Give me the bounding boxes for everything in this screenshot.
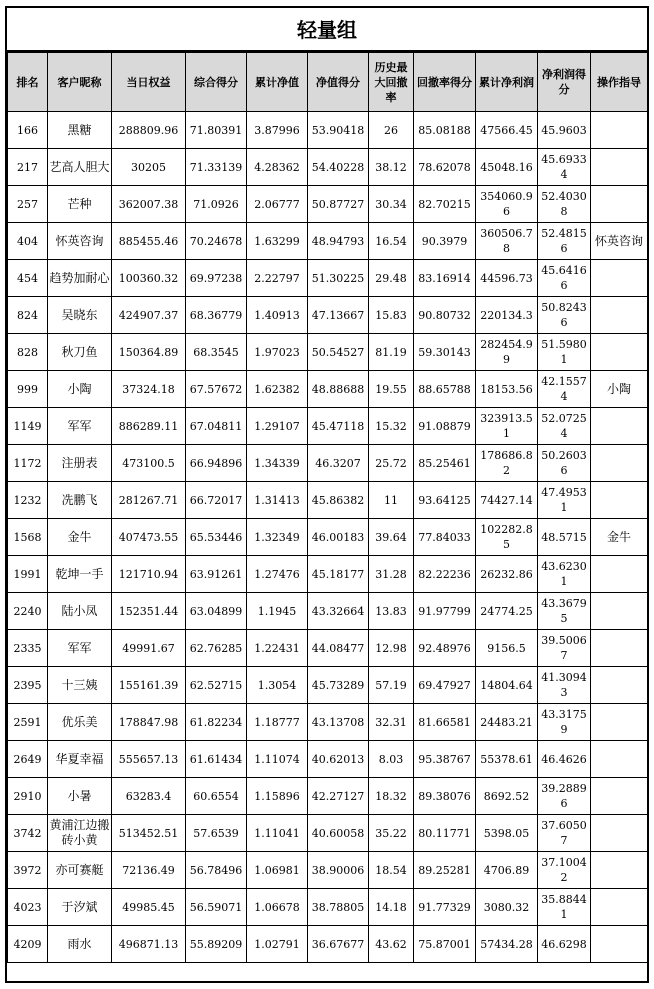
equity-cell: 178847.98 xyxy=(112,704,186,741)
net-value-cell: 1.62382 xyxy=(247,371,308,408)
table-row xyxy=(8,223,648,260)
net-value-cell: 4.28362 xyxy=(247,149,308,186)
drawdown-score-cell: 91.77329 xyxy=(414,889,476,926)
rank-cell: 828 xyxy=(8,334,48,371)
total-score-cell: 63.04899 xyxy=(186,593,247,630)
total-score-cell: 55.89209 xyxy=(186,926,247,963)
table-row xyxy=(8,593,648,630)
table-row xyxy=(8,667,648,704)
guidance-cell xyxy=(591,112,648,149)
net-value-score-cell: 42.27127 xyxy=(308,778,369,815)
total-score-cell: 67.04811 xyxy=(186,408,247,445)
net-value-cell: 1.63299 xyxy=(247,223,308,260)
total-score-cell: 62.76285 xyxy=(186,630,247,667)
max-drawdown-cell: 39.64 xyxy=(369,519,414,556)
net-profit-score-cell: 39.28896 xyxy=(538,778,591,815)
net-profit-score-cell: 52.40308 xyxy=(538,186,591,223)
net-value-cell: 1.27476 xyxy=(247,556,308,593)
max-drawdown-cell: 26 xyxy=(369,112,414,149)
nickname-cell: 怀英咨询 xyxy=(48,223,112,260)
net-value-cell: 1.3054 xyxy=(247,667,308,704)
guidance-cell xyxy=(591,630,648,667)
nickname-cell: 芒种 xyxy=(48,186,112,223)
max-drawdown-cell: 35.22 xyxy=(369,815,414,852)
table-row xyxy=(8,260,648,297)
net-value-score-cell: 40.62013 xyxy=(308,741,369,778)
net-value-cell: 3.87996 xyxy=(247,112,308,149)
net-profit-cell: 55378.61 xyxy=(476,741,538,778)
rank-cell: 454 xyxy=(8,260,48,297)
net-value-cell: 2.06777 xyxy=(247,186,308,223)
drawdown-score-cell: 91.97799 xyxy=(414,593,476,630)
equity-cell: 496871.13 xyxy=(112,926,186,963)
drawdown-score-cell: 77.84033 xyxy=(414,519,476,556)
drawdown-score-cell: 59.30143 xyxy=(414,334,476,371)
guidance-cell xyxy=(591,889,648,926)
drawdown-score-cell: 93.64125 xyxy=(414,482,476,519)
net-profit-score-cell: 51.59801 xyxy=(538,334,591,371)
net-value-score-cell: 53.90418 xyxy=(308,112,369,149)
table-header-row xyxy=(8,53,648,112)
net-value-score-cell: 45.18177 xyxy=(308,556,369,593)
guidance-cell xyxy=(591,260,648,297)
equity-cell: 30205 xyxy=(112,149,186,186)
drawdown-score-cell: 83.16914 xyxy=(414,260,476,297)
net-value-score-cell: 38.90006 xyxy=(308,852,369,889)
net-profit-cell: 45048.16 xyxy=(476,149,538,186)
net-profit-cell: 3080.32 xyxy=(476,889,538,926)
table-row xyxy=(8,482,648,519)
net-value-score-cell: 43.13708 xyxy=(308,704,369,741)
net-value-score-cell: 54.40228 xyxy=(308,149,369,186)
table-row xyxy=(8,630,648,667)
net-profit-score-cell: 47.49531 xyxy=(538,482,591,519)
rank-cell: 3742 xyxy=(8,815,48,852)
drawdown-score-cell: 82.22236 xyxy=(414,556,476,593)
nickname-cell: 冼鹏飞 xyxy=(48,482,112,519)
table-row xyxy=(8,408,648,445)
nickname-cell: 注册表 xyxy=(48,445,112,482)
total-score-cell: 57.6539 xyxy=(186,815,247,852)
net-value-cell: 1.11041 xyxy=(247,815,308,852)
net-value-score-cell: 45.47118 xyxy=(308,408,369,445)
total-score-cell: 68.36779 xyxy=(186,297,247,334)
table-row xyxy=(8,815,648,852)
rank-cell: 3972 xyxy=(8,852,48,889)
guidance-cell xyxy=(591,334,648,371)
nickname-cell: 军军 xyxy=(48,630,112,667)
rank-cell: 217 xyxy=(8,149,48,186)
drawdown-score-cell: 90.3979 xyxy=(414,223,476,260)
net-value-score-cell: 38.78805 xyxy=(308,889,369,926)
guidance-cell xyxy=(591,149,648,186)
max-drawdown-cell: 8.03 xyxy=(369,741,414,778)
rank-cell: 1991 xyxy=(8,556,48,593)
drawdown-score-cell: 88.65788 xyxy=(414,371,476,408)
table-row xyxy=(8,778,648,815)
total-score-cell: 56.78496 xyxy=(186,852,247,889)
net-profit-score-cell: 45.69334 xyxy=(538,149,591,186)
max-drawdown-cell: 18.54 xyxy=(369,852,414,889)
total-score-cell: 70.24678 xyxy=(186,223,247,260)
equity-cell: 885455.46 xyxy=(112,223,186,260)
rank-cell: 1172 xyxy=(8,445,48,482)
net-profit-score-cell: 43.62301 xyxy=(538,556,591,593)
net-profit-cell: 282454.99 xyxy=(476,334,538,371)
nickname-cell: 于汐斌 xyxy=(48,889,112,926)
max-drawdown-cell: 43.62 xyxy=(369,926,414,963)
rank-cell: 1568 xyxy=(8,519,48,556)
equity-cell: 424907.37 xyxy=(112,297,186,334)
total-score-cell: 68.3545 xyxy=(186,334,247,371)
drawdown-score-cell: 90.80732 xyxy=(414,297,476,334)
max-drawdown-cell: 19.55 xyxy=(369,371,414,408)
guidance-cell xyxy=(591,482,648,519)
rank-cell: 2240 xyxy=(8,593,48,630)
net-value-score-cell: 45.86382 xyxy=(308,482,369,519)
net-profit-cell: 18153.56 xyxy=(476,371,538,408)
max-drawdown-cell: 25.72 xyxy=(369,445,414,482)
net-profit-score-cell: 46.6298 xyxy=(538,926,591,963)
max-drawdown-cell: 57.19 xyxy=(369,667,414,704)
net-profit-cell: 360506.78 xyxy=(476,223,538,260)
net-profit-cell: 74427.14 xyxy=(476,482,538,519)
rank-cell: 404 xyxy=(8,223,48,260)
drawdown-score-cell: 82.70215 xyxy=(414,186,476,223)
drawdown-score-cell: 85.08188 xyxy=(414,112,476,149)
equity-cell: 49985.45 xyxy=(112,889,186,926)
drawdown-score-cell: 92.48976 xyxy=(414,630,476,667)
equity-cell: 37324.18 xyxy=(112,371,186,408)
equity-cell: 49991.67 xyxy=(112,630,186,667)
total-score-cell: 56.59071 xyxy=(186,889,247,926)
table-row xyxy=(8,334,648,371)
max-drawdown-cell: 15.32 xyxy=(369,408,414,445)
nickname-cell: 艺高人胆大 xyxy=(48,149,112,186)
net-profit-cell: 57434.28 xyxy=(476,926,538,963)
rank-cell: 4209 xyxy=(8,926,48,963)
rank-cell: 1149 xyxy=(8,408,48,445)
rank-cell: 2910 xyxy=(8,778,48,815)
nickname-cell: 小陶 xyxy=(48,371,112,408)
max-drawdown-cell: 30.34 xyxy=(369,186,414,223)
net-profit-score-cell: 45.64166 xyxy=(538,260,591,297)
table-row xyxy=(8,149,648,186)
rank-cell: 4023 xyxy=(8,889,48,926)
max-drawdown-cell: 29.48 xyxy=(369,260,414,297)
net-value-cell: 2.22797 xyxy=(247,260,308,297)
nickname-cell: 吴晓东 xyxy=(48,297,112,334)
nickname-cell: 秋刀鱼 xyxy=(48,334,112,371)
drawdown-score-cell: 78.62078 xyxy=(414,149,476,186)
net-profit-cell: 5398.05 xyxy=(476,815,538,852)
total-score-cell: 71.80391 xyxy=(186,112,247,149)
max-drawdown-cell: 13.83 xyxy=(369,593,414,630)
net-profit-cell: 354060.96 xyxy=(476,186,538,223)
net-profit-cell: 9156.5 xyxy=(476,630,538,667)
rank-cell: 824 xyxy=(8,297,48,334)
net-profit-score-cell: 35.88441 xyxy=(538,889,591,926)
rank-cell: 2649 xyxy=(8,741,48,778)
net-value-cell: 1.06678 xyxy=(247,889,308,926)
column-header: 累计净值 xyxy=(247,53,308,112)
column-header: 综合得分 xyxy=(186,53,247,112)
net-value-score-cell: 48.94793 xyxy=(308,223,369,260)
table-row xyxy=(8,371,648,408)
max-drawdown-cell: 31.28 xyxy=(369,556,414,593)
equity-cell: 72136.49 xyxy=(112,852,186,889)
guidance-cell xyxy=(591,297,648,334)
equity-cell: 407473.55 xyxy=(112,519,186,556)
net-value-score-cell: 51.30225 xyxy=(308,260,369,297)
net-value-cell: 1.97023 xyxy=(247,334,308,371)
net-profit-score-cell: 50.82436 xyxy=(538,297,591,334)
net-profit-score-cell: 37.60507 xyxy=(538,815,591,852)
table-row xyxy=(8,926,648,963)
net-profit-score-cell: 52.07254 xyxy=(538,408,591,445)
net-value-score-cell: 50.54527 xyxy=(308,334,369,371)
net-value-score-cell: 45.73289 xyxy=(308,667,369,704)
equity-cell: 100360.32 xyxy=(112,260,186,297)
rank-cell: 257 xyxy=(8,186,48,223)
drawdown-score-cell: 81.66581 xyxy=(414,704,476,741)
net-profit-cell: 24774.25 xyxy=(476,593,538,630)
total-score-cell: 71.0926 xyxy=(186,186,247,223)
max-drawdown-cell: 81.19 xyxy=(369,334,414,371)
nickname-cell: 趋势加耐心 xyxy=(48,260,112,297)
table-row xyxy=(8,889,648,926)
table-row xyxy=(8,297,648,334)
net-value-cell: 1.40913 xyxy=(247,297,308,334)
drawdown-score-cell: 89.38076 xyxy=(414,778,476,815)
table-row xyxy=(8,556,648,593)
net-value-cell: 1.29107 xyxy=(247,408,308,445)
net-value-cell: 1.1945 xyxy=(247,593,308,630)
net-value-cell: 1.11074 xyxy=(247,741,308,778)
net-value-cell: 1.06981 xyxy=(247,852,308,889)
net-profit-cell: 14804.64 xyxy=(476,667,538,704)
nickname-cell: 雨水 xyxy=(48,926,112,963)
total-score-cell: 62.52715 xyxy=(186,667,247,704)
guidance-cell: 小陶 xyxy=(591,371,648,408)
net-profit-cell: 4706.89 xyxy=(476,852,538,889)
total-score-cell: 66.94896 xyxy=(186,445,247,482)
net-profit-cell: 178686.82 xyxy=(476,445,538,482)
equity-cell: 288809.96 xyxy=(112,112,186,149)
nickname-cell: 陆小凤 xyxy=(48,593,112,630)
guidance-cell xyxy=(591,815,648,852)
column-header: 操作指导 xyxy=(591,53,648,112)
net-value-cell: 1.22431 xyxy=(247,630,308,667)
nickname-cell: 优乐美 xyxy=(48,704,112,741)
net-profit-cell: 220134.3 xyxy=(476,297,538,334)
nickname-cell: 小暑 xyxy=(48,778,112,815)
net-profit-score-cell: 48.5715 xyxy=(538,519,591,556)
rank-cell: 999 xyxy=(8,371,48,408)
guidance-cell xyxy=(591,704,648,741)
guidance-cell xyxy=(591,186,648,223)
max-drawdown-cell: 38.12 xyxy=(369,149,414,186)
column-header: 净值得分 xyxy=(308,53,369,112)
guidance-cell xyxy=(591,852,648,889)
rank-cell: 2335 xyxy=(8,630,48,667)
column-header: 排名 xyxy=(8,53,48,112)
net-value-score-cell: 46.3207 xyxy=(308,445,369,482)
equity-cell: 513452.51 xyxy=(112,815,186,852)
equity-cell: 281267.71 xyxy=(112,482,186,519)
net-profit-cell: 8692.52 xyxy=(476,778,538,815)
equity-cell: 473100.5 xyxy=(112,445,186,482)
sheet-title: 轻量组 xyxy=(7,8,647,52)
nickname-cell: 乾坤一手 xyxy=(48,556,112,593)
guidance-cell xyxy=(591,926,648,963)
table-row xyxy=(8,741,648,778)
rank-cell: 2395 xyxy=(8,667,48,704)
nickname-cell: 亦可赛艇 xyxy=(48,852,112,889)
rank-cell: 1232 xyxy=(8,482,48,519)
equity-cell: 886289.11 xyxy=(112,408,186,445)
table-row xyxy=(8,445,648,482)
guidance-cell xyxy=(591,445,648,482)
net-profit-score-cell: 42.15574 xyxy=(538,371,591,408)
net-profit-score-cell: 46.4626 xyxy=(538,741,591,778)
equity-cell: 555657.13 xyxy=(112,741,186,778)
guidance-cell: 怀英咨询 xyxy=(591,223,648,260)
table-row xyxy=(8,112,648,149)
drawdown-score-cell: 75.87001 xyxy=(414,926,476,963)
column-header: 客户昵称 xyxy=(48,53,112,112)
max-drawdown-cell: 32.31 xyxy=(369,704,414,741)
max-drawdown-cell: 11 xyxy=(369,482,414,519)
total-score-cell: 66.72017 xyxy=(186,482,247,519)
guidance-cell xyxy=(591,741,648,778)
net-profit-score-cell: 52.48156 xyxy=(538,223,591,260)
net-profit-cell: 44596.73 xyxy=(476,260,538,297)
equity-cell: 362007.38 xyxy=(112,186,186,223)
max-drawdown-cell: 14.18 xyxy=(369,889,414,926)
total-score-cell: 71.33139 xyxy=(186,149,247,186)
equity-cell: 63283.4 xyxy=(112,778,186,815)
guidance-cell xyxy=(591,778,648,815)
nickname-cell: 军军 xyxy=(48,408,112,445)
column-header: 当日权益 xyxy=(112,53,186,112)
net-profit-score-cell: 50.26036 xyxy=(538,445,591,482)
table-row xyxy=(8,186,648,223)
nickname-cell: 十三姨 xyxy=(48,667,112,704)
net-profit-score-cell: 41.30943 xyxy=(538,667,591,704)
net-value-score-cell: 44.08477 xyxy=(308,630,369,667)
net-value-cell: 1.32349 xyxy=(247,519,308,556)
equity-cell: 150364.89 xyxy=(112,334,186,371)
max-drawdown-cell: 12.98 xyxy=(369,630,414,667)
max-drawdown-cell: 18.32 xyxy=(369,778,414,815)
net-value-cell: 1.15896 xyxy=(247,778,308,815)
total-score-cell: 61.61434 xyxy=(186,741,247,778)
net-profit-cell: 102282.85 xyxy=(476,519,538,556)
column-header: 累计净利润 xyxy=(476,53,538,112)
nickname-cell: 黄浦江边搬砖小黄 xyxy=(48,815,112,852)
rank-cell: 166 xyxy=(8,112,48,149)
net-value-score-cell: 36.67677 xyxy=(308,926,369,963)
max-drawdown-cell: 16.54 xyxy=(369,223,414,260)
net-profit-score-cell: 39.50067 xyxy=(538,630,591,667)
net-value-score-cell: 48.88688 xyxy=(308,371,369,408)
net-profit-cell: 24483.21 xyxy=(476,704,538,741)
net-profit-score-cell: 43.36795 xyxy=(538,593,591,630)
total-score-cell: 65.53446 xyxy=(186,519,247,556)
net-value-score-cell: 46.00183 xyxy=(308,519,369,556)
net-profit-cell: 323913.51 xyxy=(476,408,538,445)
net-profit-score-cell: 45.9603 xyxy=(538,112,591,149)
net-profit-score-cell: 37.10042 xyxy=(538,852,591,889)
total-score-cell: 60.6554 xyxy=(186,778,247,815)
ranking-table xyxy=(7,52,648,963)
drawdown-score-cell: 80.11771 xyxy=(414,815,476,852)
guidance-cell xyxy=(591,408,648,445)
table-row xyxy=(8,852,648,889)
column-header: 回撤率得分 xyxy=(414,53,476,112)
rank-cell: 2591 xyxy=(8,704,48,741)
drawdown-score-cell: 95.38767 xyxy=(414,741,476,778)
table-body xyxy=(8,112,648,963)
net-value-score-cell: 50.87727 xyxy=(308,186,369,223)
net-profit-cell: 26232.86 xyxy=(476,556,538,593)
total-score-cell: 61.82234 xyxy=(186,704,247,741)
drawdown-score-cell: 89.25281 xyxy=(414,852,476,889)
total-score-cell: 63.91261 xyxy=(186,556,247,593)
net-value-cell: 1.34339 xyxy=(247,445,308,482)
net-value-cell: 1.18777 xyxy=(247,704,308,741)
total-score-cell: 69.97238 xyxy=(186,260,247,297)
net-profit-score-cell: 43.31759 xyxy=(538,704,591,741)
table-row xyxy=(8,704,648,741)
net-value-score-cell: 40.60058 xyxy=(308,815,369,852)
column-header: 净利润得分 xyxy=(538,53,591,112)
drawdown-score-cell: 69.47927 xyxy=(414,667,476,704)
net-profit-cell: 47566.45 xyxy=(476,112,538,149)
net-value-score-cell: 47.13667 xyxy=(308,297,369,334)
guidance-cell xyxy=(591,667,648,704)
drawdown-score-cell: 91.08879 xyxy=(414,408,476,445)
equity-cell: 152351.44 xyxy=(112,593,186,630)
total-score-cell: 67.57672 xyxy=(186,371,247,408)
table-row xyxy=(8,519,648,556)
column-header: 历史最大回撤率 xyxy=(369,53,414,112)
nickname-cell: 金牛 xyxy=(48,519,112,556)
drawdown-score-cell: 85.25461 xyxy=(414,445,476,482)
nickname-cell: 黑糖 xyxy=(48,112,112,149)
nickname-cell: 华夏幸福 xyxy=(48,741,112,778)
guidance-cell xyxy=(591,593,648,630)
max-drawdown-cell: 15.83 xyxy=(369,297,414,334)
guidance-cell xyxy=(591,556,648,593)
ranking-sheet xyxy=(5,6,649,983)
net-value-score-cell: 43.32664 xyxy=(308,593,369,630)
net-value-cell: 1.31413 xyxy=(247,482,308,519)
net-value-cell: 1.02791 xyxy=(247,926,308,963)
guidance-cell: 金牛 xyxy=(591,519,648,556)
equity-cell: 121710.94 xyxy=(112,556,186,593)
equity-cell: 155161.39 xyxy=(112,667,186,704)
